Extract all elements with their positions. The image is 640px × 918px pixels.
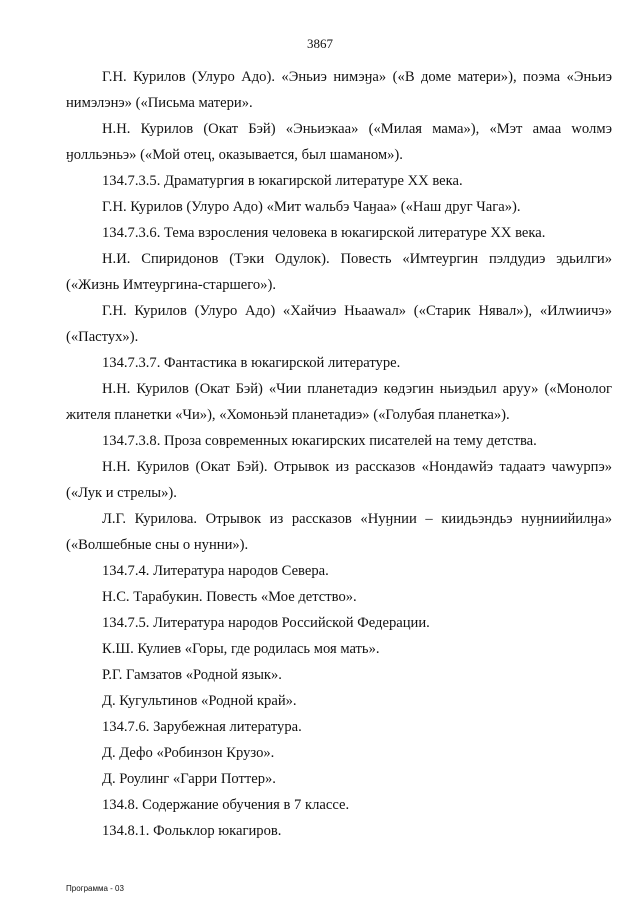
paragraph: Д. Дефо «Робинзон Крузо».	[102, 745, 275, 761]
paragraph: Л.Г. Курилова. Отрывок из рассказов «Нуӈнии – киидьэндьэ нуӈниийилӈа» («Волшебные сны о нунни»).	[66, 511, 612, 553]
section-heading: 134.7.4. Литература народов Севера.	[102, 563, 329, 579]
document-body	[66, 64, 612, 844]
section-heading: 134.7.3.5. Драматургия в юкагирской литературе XX века.	[102, 173, 463, 189]
section-heading: 134.7.6. Зарубежная литература.	[102, 719, 302, 735]
section-heading: 134.7.5. Литература народов Российской Федерации.	[102, 615, 430, 631]
paragraph: Н.Н. Курилов (Окат Бэй) «Чии планетадиэ көдэгин ньиэдьил аруу» («Монолог жителя планетки «Чи»), «Хомоньэй планетадиэ» («Голубая планетка»).	[66, 381, 612, 423]
page-footer: Программа - 03	[66, 884, 124, 893]
section-heading: 134.7.3.8. Проза современных юкагирских писателей на тему детства.	[102, 433, 537, 449]
paragraph: Н.И. Спиридонов (Тэки Одулок). Повесть «Имтеургин пэлдудиэ эдьилги» («Жизнь Имтеургина-старшего»).	[66, 251, 612, 293]
paragraph: Р.Г. Гамзатов «Родной язык».	[102, 667, 282, 683]
paragraph: Н.Н. Курилов (Окат Бэй). Отрывок из рассказов «Нондаwйэ тадаатэ чаwурпэ» («Лук и стрелы»).	[66, 459, 612, 501]
paragraph: Н.Н. Курилов (Окат Бэй) «Эньиэкаа» («Милая мама»), «Мэт амаа wолмэ ӈолльэньэ» («Мой отец, оказывается, был шаманом»).	[66, 121, 612, 163]
paragraph: Г.Н. Курилов (Улуро Адо) «Хайчиэ Ньаawал» («Старик Нявал»), «Илwиичэ» («Пастух»).	[66, 303, 612, 345]
paragraph: Н.С. Тарабукин. Повесть «Мое детство».	[102, 589, 357, 605]
paragraph: К.Ш. Кулиев «Горы, где родилась моя мать».	[102, 641, 380, 657]
paragraph: Г.Н. Курилов (Улуро Адо). «Эньиэ нимэӈа» («В доме матери»), поэма «Эньиэ нимэлэнэ» («Письма матери».	[66, 69, 612, 111]
section-heading: 134.7.3.7. Фантастика в юкагирской литературе.	[102, 355, 401, 371]
page-number: 3867	[307, 36, 333, 51]
section-heading: 134.8. Содержание обучения в 7 классе.	[102, 797, 350, 813]
paragraph: Г.Н. Курилов (Улуро Адо) «Мит wальбэ Чаӈаа» («Наш друг Чага»).	[102, 199, 521, 215]
section-heading: 134.8.1. Фольклор юкагиров.	[102, 823, 282, 839]
paragraph: Д. Роулинг «Гарри Поттер».	[102, 771, 276, 787]
paragraph: Д. Кугультинов «Родной край».	[102, 693, 297, 709]
section-heading: 134.7.3.6. Тема взросления человека в юкагирской литературе XX века.	[102, 225, 546, 241]
